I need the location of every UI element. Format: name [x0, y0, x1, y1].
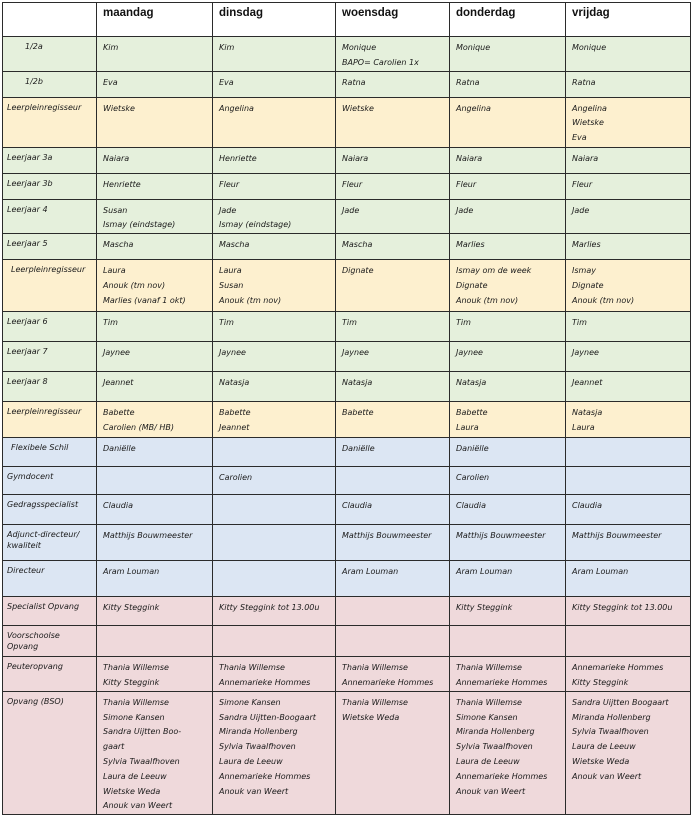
- cell-thursday: [450, 691, 566, 814]
- row-label: Peuteropvang: [3, 657, 97, 692]
- staff-entry: Fleur: [572, 179, 593, 189]
- row-label: Leerjaar 3b: [3, 173, 97, 199]
- staff-entry: Wietske Weda: [103, 786, 161, 796]
- staff-entry: Thania Willemse: [103, 697, 169, 707]
- cell-tuesday: [213, 691, 336, 814]
- staff-entry: Daniëlle: [456, 444, 489, 454]
- schedule-row: [3, 467, 691, 495]
- staff-entry: Simone Kansen: [103, 712, 165, 722]
- cell-monday: [97, 525, 213, 561]
- cell-friday: [566, 438, 691, 467]
- staff-entry: Carolien: [456, 473, 490, 483]
- cell-monday: [97, 495, 213, 525]
- staff-entry: Tim: [342, 318, 357, 328]
- staff-entry: Anouk van Weert: [572, 771, 642, 781]
- staff-entry: Natasja: [342, 378, 373, 388]
- staff-entry: Tim: [572, 318, 587, 328]
- staff-entry: Natasja: [219, 378, 250, 388]
- schedule-row: [3, 173, 691, 199]
- staff-entry: Thania Willemse: [342, 663, 408, 673]
- staff-entry: Anouk (tm nov): [456, 295, 519, 305]
- staff-entry: Matthijs Bouwmeester: [103, 531, 193, 541]
- cell-monday: [97, 691, 213, 814]
- cell-thursday: [450, 342, 566, 372]
- staff-entry: Jade: [342, 205, 360, 215]
- staff-entry: Aram Louman: [103, 567, 160, 577]
- schedule-row: [3, 312, 691, 342]
- staff-entry: Laura de Leeuw: [572, 742, 636, 752]
- cell-thursday: [450, 234, 566, 260]
- cell-tuesday: [213, 525, 336, 561]
- row-label: Specialist Opvang: [3, 597, 97, 626]
- row-label: Leerjaar 7: [3, 342, 97, 372]
- staff-entry: Matthijs Bouwmeester: [456, 531, 546, 541]
- cell-wednesday: [336, 199, 450, 234]
- schedule-row: [3, 234, 691, 260]
- staff-entry: Babette: [103, 408, 135, 418]
- staff-entry: Sylvia Twaalfhoven: [456, 742, 533, 752]
- staff-entry: Sylvia Twaalfhoven: [572, 727, 649, 737]
- staff-entry: Angelina: [456, 103, 491, 113]
- schedule-row: [3, 372, 691, 402]
- staff-entry: Jaynee: [572, 348, 599, 358]
- schedule-row: [3, 597, 691, 626]
- cell-tuesday: [213, 402, 336, 438]
- cell-friday: [566, 312, 691, 342]
- staff-entry: Daniëlle: [342, 444, 375, 454]
- schedule-row: [3, 342, 691, 372]
- cell-friday: [566, 495, 691, 525]
- staff-entry: Mascha: [342, 240, 373, 250]
- cell-friday: [566, 561, 691, 597]
- row-label: Adjunct-directeur/ kwaliteit: [3, 525, 97, 561]
- cell-thursday: [450, 525, 566, 561]
- cell-thursday: [450, 147, 566, 173]
- cell-wednesday: [336, 691, 450, 814]
- staff-entry: Matthijs Bouwmeester: [342, 531, 432, 541]
- staff-entry: Monique: [456, 43, 491, 52]
- staff-entry: Carolien: [219, 473, 253, 483]
- cell-friday: [566, 199, 691, 234]
- cell-thursday: [450, 173, 566, 199]
- row-label: 1/2b: [3, 71, 97, 97]
- cell-monday: [97, 657, 213, 692]
- cell-tuesday: [213, 97, 336, 147]
- staff-entry: Daniëlle: [103, 444, 136, 454]
- staff-entry: Thania Willemse: [456, 697, 522, 707]
- staff-entry: Jaynee: [456, 348, 483, 358]
- cell-monday: [97, 626, 213, 657]
- cell-wednesday: [336, 657, 450, 692]
- staff-entry: Simone Kansen: [219, 697, 281, 707]
- schedule-row: [3, 71, 691, 97]
- schedule-row: [3, 525, 691, 561]
- day-header-thursday: donderdag: [450, 3, 566, 37]
- schedule-body: [3, 37, 691, 815]
- cell-thursday: [450, 97, 566, 147]
- cell-thursday: [450, 495, 566, 525]
- cell-monday: [97, 597, 213, 626]
- staff-entry: Kitty Steggink: [456, 603, 513, 613]
- cell-friday: [566, 597, 691, 626]
- day-header-tuesday: dinsdag: [213, 3, 336, 37]
- staff-entry: Aram Louman: [456, 567, 513, 577]
- cell-monday: [97, 372, 213, 402]
- staff-entry: Jade: [572, 205, 590, 215]
- cell-friday: [566, 97, 691, 147]
- staff-entry: Sandra Uijtten Boo-: [103, 727, 182, 737]
- staff-entry: Anouk (tm nov): [572, 295, 635, 305]
- staff-entry: Tim: [219, 318, 234, 328]
- day-header-friday: vrijdag: [566, 3, 691, 37]
- staff-entry: Jade: [456, 205, 474, 215]
- cell-wednesday: [336, 597, 450, 626]
- staff-entry: gaart: [103, 742, 125, 752]
- cell-wednesday: [336, 438, 450, 467]
- cell-tuesday: [213, 37, 336, 72]
- staff-entry: Ismay (eindstage): [103, 220, 176, 230]
- staff-entry: Mascha: [103, 240, 134, 250]
- staff-entry: Ismay: [572, 266, 596, 276]
- cell-wednesday: [336, 234, 450, 260]
- staff-entry: Susan: [103, 205, 128, 215]
- cell-tuesday: [213, 467, 336, 495]
- staff-entry: Eva: [219, 77, 234, 87]
- cell-friday: [566, 372, 691, 402]
- schedule-row: [3, 691, 691, 814]
- staff-entry: Claudia: [572, 501, 602, 511]
- staff-entry: Wietske Weda: [342, 712, 400, 722]
- cell-friday: [566, 71, 691, 97]
- schedule-row: [3, 438, 691, 467]
- staff-entry: Thania Willemse: [219, 663, 285, 673]
- staff-entry: Kitty Steggink: [103, 603, 160, 613]
- staff-entry: Naiara: [456, 153, 483, 163]
- cell-thursday: [450, 438, 566, 467]
- staff-entry: Laura: [572, 422, 595, 432]
- cell-thursday: [450, 260, 566, 312]
- staff-entry: Anouk van Weert: [219, 786, 289, 796]
- row-label: Leerjaar 3a: [3, 147, 97, 173]
- cell-tuesday: [213, 597, 336, 626]
- staff-entry: Simone Kansen: [456, 712, 518, 722]
- cell-monday: [97, 199, 213, 234]
- staff-entry: Thania Willemse: [342, 697, 408, 707]
- cell-wednesday: [336, 561, 450, 597]
- corner-header: [3, 3, 97, 37]
- schedule-row: [3, 657, 691, 692]
- staff-entry: Ismay (eindstage): [219, 220, 292, 230]
- staff-entry: Laura: [103, 266, 126, 276]
- row-label: Opvang (BSO): [3, 691, 97, 814]
- row-label: Leerpleinregisseur: [3, 97, 97, 147]
- staff-schedule-table: [2, 2, 691, 815]
- staff-entry: Annemarieke Hommes: [456, 677, 548, 687]
- cell-thursday: [450, 312, 566, 342]
- cell-tuesday: [213, 495, 336, 525]
- staff-entry: Kitty Steggink tot 13.00u: [572, 603, 673, 613]
- cell-monday: [97, 97, 213, 147]
- cell-thursday: [450, 402, 566, 438]
- cell-tuesday: [213, 199, 336, 234]
- cell-friday: [566, 691, 691, 814]
- staff-entry: Natasja: [572, 408, 603, 418]
- cell-monday: [97, 234, 213, 260]
- staff-entry: Babette: [456, 408, 488, 418]
- cell-monday: [97, 71, 213, 97]
- staff-entry: Fleur: [219, 179, 240, 189]
- row-label: Leerpleinregisseur: [3, 260, 97, 312]
- cell-thursday: [450, 657, 566, 692]
- staff-entry: Angelina: [219, 103, 254, 113]
- staff-entry: Eva: [572, 133, 587, 143]
- staff-entry: Aram Louman: [572, 567, 629, 577]
- cell-wednesday: [336, 495, 450, 525]
- cell-tuesday: [213, 173, 336, 199]
- staff-entry: Jeannet: [103, 378, 134, 388]
- cell-wednesday: [336, 372, 450, 402]
- staff-entry: Dignate: [572, 280, 604, 290]
- staff-entry: Fleur: [456, 179, 477, 189]
- row-label: Gedragsspecialist: [3, 495, 97, 525]
- staff-entry: Henriette: [219, 153, 257, 163]
- staff-entry: Anouk (tm nov): [219, 295, 282, 305]
- schedule-row: [3, 199, 691, 234]
- cell-tuesday: [213, 561, 336, 597]
- staff-entry: Kim: [219, 43, 235, 52]
- cell-tuesday: [213, 260, 336, 312]
- staff-entry: Annemarieke Hommes: [219, 677, 311, 687]
- staff-entry: Monique: [342, 43, 377, 52]
- cell-tuesday: [213, 438, 336, 467]
- cell-wednesday: [336, 97, 450, 147]
- staff-entry: Thania Willemse: [456, 663, 522, 673]
- cell-friday: [566, 173, 691, 199]
- cell-friday: [566, 626, 691, 657]
- cell-wednesday: [336, 173, 450, 199]
- staff-entry: Laura: [219, 266, 242, 276]
- staff-entry: Ismay om de week: [456, 266, 532, 276]
- cell-monday: [97, 467, 213, 495]
- row-label: Voorschoolse Opvang: [3, 626, 97, 657]
- cell-friday: [566, 260, 691, 312]
- staff-entry: Matthijs Bouwmeester: [572, 531, 662, 541]
- row-label: 1/2a: [3, 37, 97, 72]
- staff-entry: Miranda Hollenberg: [572, 712, 651, 722]
- staff-entry: Kitty Steggink tot 13.00u: [219, 603, 320, 613]
- staff-entry: Eva: [103, 77, 118, 87]
- schedule-row: [3, 97, 691, 147]
- staff-entry: Dignate: [342, 266, 374, 276]
- staff-entry: Wietske Weda: [572, 756, 630, 766]
- staff-entry: Fleur: [342, 179, 363, 189]
- staff-entry: Claudia: [342, 501, 372, 511]
- cell-thursday: [450, 626, 566, 657]
- cell-monday: [97, 147, 213, 173]
- staff-entry: Laura: [456, 422, 479, 432]
- row-label: Leerjaar 6: [3, 312, 97, 342]
- staff-entry: Jaynee: [219, 348, 246, 358]
- cell-friday: [566, 467, 691, 495]
- row-label: Leerpleinregisseur: [3, 402, 97, 438]
- staff-entry: Angelina: [572, 103, 607, 113]
- cell-tuesday: [213, 342, 336, 372]
- row-label: Directeur: [3, 561, 97, 597]
- cell-friday: [566, 525, 691, 561]
- cell-wednesday: [336, 71, 450, 97]
- staff-entry: Laura de Leeuw: [219, 756, 283, 766]
- cell-tuesday: [213, 657, 336, 692]
- staff-entry: Jaynee: [103, 348, 130, 358]
- cell-monday: [97, 342, 213, 372]
- staff-entry: Anouk (tm nov): [103, 280, 166, 290]
- cell-friday: [566, 342, 691, 372]
- staff-entry: Tim: [456, 318, 471, 328]
- staff-entry: Thania Willemse: [103, 663, 169, 673]
- staff-entry: Marlies: [456, 240, 485, 250]
- cell-wednesday: [336, 467, 450, 495]
- cell-friday: [566, 37, 691, 72]
- cell-friday: [566, 234, 691, 260]
- cell-tuesday: [213, 626, 336, 657]
- staff-entry: Naiara: [103, 153, 130, 163]
- staff-entry: Babette: [342, 408, 374, 418]
- staff-entry: Marlies (vanaf 1 okt): [103, 295, 186, 305]
- cell-monday: [97, 260, 213, 312]
- staff-entry: Laura de Leeuw: [456, 756, 520, 766]
- schedule-row: [3, 626, 691, 657]
- row-label: Leerjaar 5: [3, 234, 97, 260]
- cell-monday: [97, 438, 213, 467]
- cell-thursday: [450, 199, 566, 234]
- staff-entry: Aram Louman: [342, 567, 399, 577]
- staff-entry: Miranda Hollenberg: [219, 727, 298, 737]
- staff-entry: Kitty Steggink: [103, 677, 160, 687]
- staff-entry: Wietske: [342, 103, 374, 113]
- schedule-row: [3, 561, 691, 597]
- cell-thursday: [450, 37, 566, 72]
- staff-entry: Kim: [103, 43, 119, 52]
- staff-entry: Susan: [219, 280, 244, 290]
- staff-entry: Annemarieke Hommes: [456, 771, 548, 781]
- staff-entry: Laura de Leeuw: [103, 771, 167, 781]
- staff-entry: Ratna: [572, 77, 596, 87]
- staff-entry: Sylvia Twaalfhoven: [219, 742, 296, 752]
- cell-wednesday: [336, 342, 450, 372]
- cell-monday: [97, 561, 213, 597]
- staff-entry: Kitty Steggink: [572, 677, 629, 687]
- staff-entry: Annemarieke Hommes: [219, 771, 311, 781]
- staff-entry: Jeannet: [572, 378, 603, 388]
- staff-entry: Tim: [103, 318, 118, 328]
- staff-entry: Jaynee: [342, 348, 369, 358]
- staff-entry: Anouk van Weert: [456, 786, 526, 796]
- staff-entry: Naiara: [572, 153, 599, 163]
- staff-entry: Claudia: [103, 501, 133, 511]
- cell-tuesday: [213, 312, 336, 342]
- cell-wednesday: [336, 525, 450, 561]
- staff-entry: Marlies: [572, 240, 601, 250]
- staff-entry: Annemarieke Hommes: [572, 663, 664, 673]
- schedule-row: [3, 37, 691, 72]
- staff-entry: Ratna: [342, 77, 366, 87]
- cell-tuesday: [213, 234, 336, 260]
- staff-entry: Henriette: [103, 179, 141, 189]
- cell-wednesday: [336, 402, 450, 438]
- staff-entry: Monique: [572, 43, 607, 52]
- cell-thursday: [450, 597, 566, 626]
- schedule-row: [3, 495, 691, 525]
- cell-thursday: [450, 71, 566, 97]
- staff-entry: Natasja: [456, 378, 487, 388]
- row-label: Leerjaar 4: [3, 199, 97, 234]
- cell-wednesday: [336, 260, 450, 312]
- cell-tuesday: [213, 147, 336, 173]
- row-label: Flexibele Schil: [3, 438, 97, 467]
- row-label: Gymdocent: [3, 467, 97, 495]
- staff-entry: BAPO= Carolien 1x: [342, 57, 419, 67]
- cell-friday: [566, 147, 691, 173]
- staff-entry: Ratna: [456, 77, 480, 87]
- staff-entry: Carolien (MB/ HB): [103, 422, 175, 432]
- schedule-row: [3, 147, 691, 173]
- staff-entry: Wietske: [572, 118, 604, 128]
- cell-wednesday: [336, 312, 450, 342]
- cell-friday: [566, 657, 691, 692]
- cell-thursday: [450, 561, 566, 597]
- row-label: Leerjaar 8: [3, 372, 97, 402]
- cell-monday: [97, 312, 213, 342]
- cell-monday: [97, 402, 213, 438]
- staff-entry: Annemarieke Hommes: [342, 677, 434, 687]
- day-header-monday: maandag: [97, 3, 213, 37]
- staff-entry: Mascha: [219, 240, 250, 250]
- cell-friday: [566, 402, 691, 438]
- schedule-row: [3, 402, 691, 438]
- day-header-wednesday: woensdag: [336, 3, 450, 37]
- staff-entry: Babette: [219, 408, 251, 418]
- staff-entry: Dignate: [456, 280, 488, 290]
- staff-entry: Sylvia Twaalfhoven: [103, 756, 180, 766]
- staff-entry: Claudia: [456, 501, 486, 511]
- staff-entry: Anouk van Weert: [103, 801, 173, 811]
- cell-wednesday: [336, 147, 450, 173]
- staff-entry: Sandra Uijtten Boogaart: [572, 697, 669, 707]
- cell-wednesday: [336, 37, 450, 72]
- staff-entry: Jade: [219, 205, 237, 215]
- cell-thursday: [450, 372, 566, 402]
- cell-tuesday: [213, 372, 336, 402]
- staff-entry: Naiara: [342, 153, 369, 163]
- cell-wednesday: [336, 626, 450, 657]
- staff-entry: Wietske: [103, 103, 135, 113]
- header-row: [3, 3, 691, 37]
- cell-monday: [97, 37, 213, 72]
- cell-monday: [97, 173, 213, 199]
- staff-entry: Miranda Hollenberg: [456, 727, 535, 737]
- staff-entry: Jeannet: [219, 422, 250, 432]
- schedule-row: [3, 260, 691, 312]
- staff-entry: Sandra Uijtten-Boogaart: [219, 712, 316, 722]
- cell-thursday: [450, 467, 566, 495]
- cell-tuesday: [213, 71, 336, 97]
